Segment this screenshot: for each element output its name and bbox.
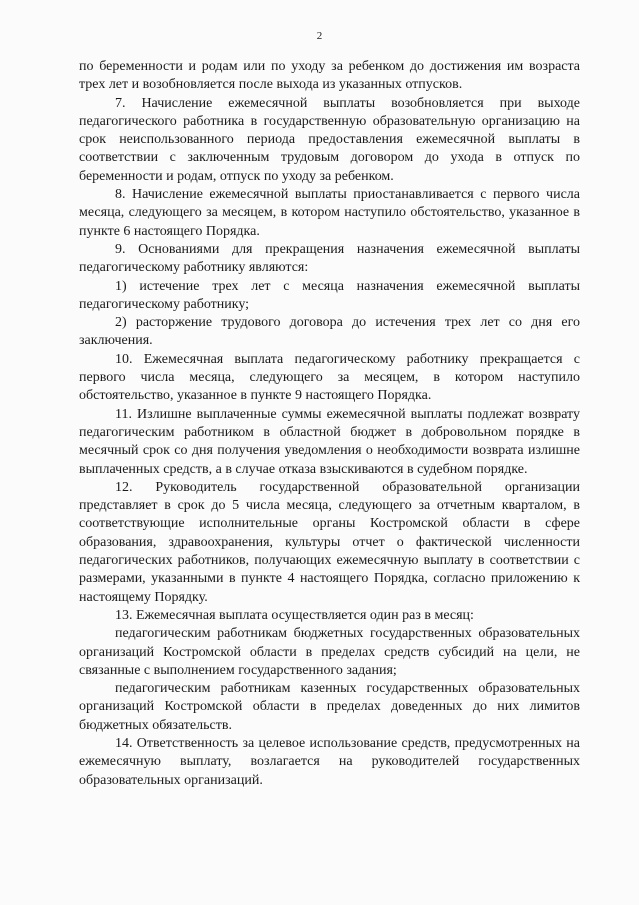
paragraph-13-item-2: педагогическим работникам казенных государственных образовательных организаций Костромской области в пределах доведенных до них лимитов бюджетных обязательств. (79, 681, 580, 733)
paragraph-8: 8. Начисление ежемесячной выплаты приостанавливается с первого числа месяца, следующего за месяцем, в котором наступило обстоятельство, указанное в пункте 6 настоящего Порядка. (79, 187, 580, 239)
paragraph-continuation: по беременности и родам или по уходу за ребенком до достижения им возраста трех лет и возобновляется после выхода из указанных отпусков. (79, 59, 580, 93)
paragraph-13-item-1: педагогическим работникам бюджетных государственных образовательных организаций Костромской области в пределах средств субсидий на цели, не связанные с выполнением государственного задания; (79, 626, 580, 678)
paragraph-9-item-2: 2) расторжение трудового договора до истечения трех лет со дня его заключения. (79, 315, 580, 349)
paragraph-7: 7. Начисление ежемесячной выплаты возобновляется при выходе педагогического работника в государственную образовательную организацию на срок неиспользованного периода предоставления ежемесячной выплаты в соответствии с заключенным трудовым договором до ухода в отпуск по беременности и родам, отпуск по уходу за ребенком. (79, 95, 580, 184)
document-body (79, 58, 580, 790)
page-number: 2 (316, 30, 323, 42)
paragraph-14: 14. Ответственность за целевое использование средств, предусмотренных на ежемесячную выплату, возлагается на руководителей государственных образовательных организаций. (79, 735, 580, 788)
paragraph-11: 11. Излишне выплаченные суммы ежемесячной выплаты подлежат возврату педагогическим работником в областной бюджет в добровольном порядке в месячный срок со дня получения уведомления о необходимости возврата излишне выплаченных средств, а в случае отказа взыскиваются в судебном порядке. (79, 406, 580, 477)
paragraph-9-item-1: 1) истечение трех лет с месяца назначения ежемесячной выплаты педагогическому работнику; (79, 278, 580, 312)
paragraph-9: 9. Основаниями для прекращения назначения ежемесячной выплаты педагогическому работнику являются: (79, 241, 580, 276)
paragraph-13: 13. Ежемесячная выплата осуществляется один раз в месяц: (115, 607, 474, 623)
paragraph-10: 10. Ежемесячная выплата педагогическому работнику прекращается с первого числа месяца, следующего за месяцем, в котором наступило обстоятельство, указанное в пункте 9 настоящего Порядка. (79, 351, 580, 404)
paragraph-12: 12. Руководитель государственной образовательной организации представляет в срок до 5 числа месяца, следующего за отчетным кварталом, в соответствующие исполнительные органы Костромской области в сфере образования, здравоохранения, культуры отчет о фактической численности педагогических работников, получающих ежемесячную выплату в соответствии с размерами, указанными в пункте 4 настоящего Порядка, согласно приложению к настоящему Порядку. (79, 479, 580, 605)
